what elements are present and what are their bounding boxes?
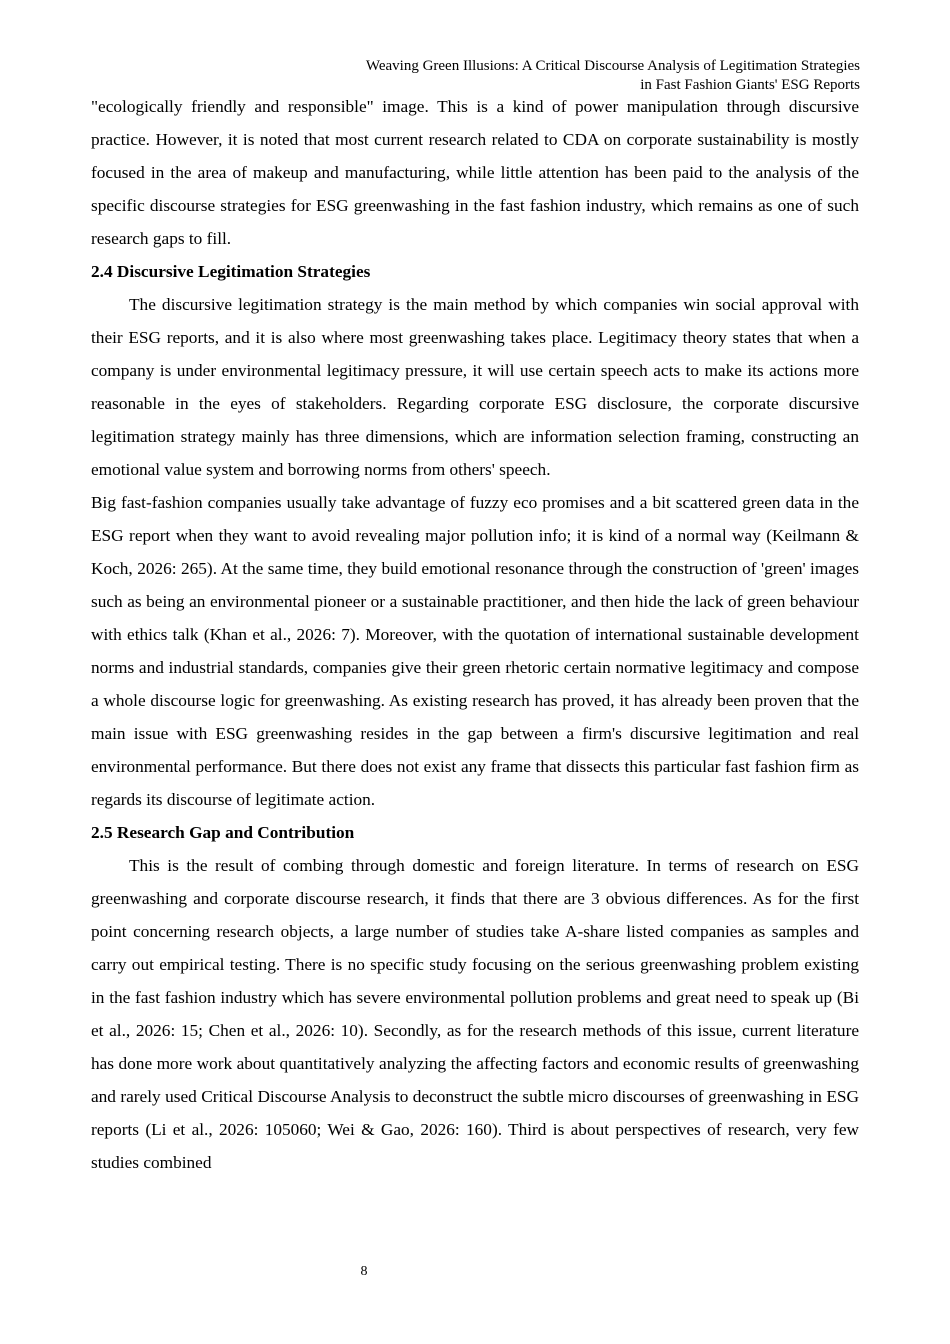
- paragraph-research-gap: This is the result of combing through domestic and foreign literature. In terms of research on ESG greenwashing and corporate discourse research, it finds that there are 3 obvious differences. As for the first point concerning research objects, a large number of studies take A-share listed companies as samples and carry out empirical testing. There is no specific study focusing on the serious greenwashing problem existing in the fast fashion industry which has severe environmental pollution problems and great need to speak up (Bi et al., 2026: 15; Chen et al., 2026: 10). Secondly, as for the research methods of this issue, current literature has done more work about quantitatively analyzing the affecting factors and economic results of greenwashing and rarely used Critical Discourse Analysis to deconstruct the subtle micro discourses of greenwashing in ESG reports (Li et al., 2026: 105060; Wei & Gao, 2026: 160). Third is about perspectives of research, very few studies combined: [91, 856, 859, 1172]
- section-heading-2-4: 2.4 Discursive Legitimation Strategies: [91, 262, 371, 281]
- page-body: [91, 90, 859, 1179]
- paragraph-continued: "ecologically friendly and responsible" image. This is a kind of power manipulation through discursive practice. However, it is noted that most current research related to CDA on corporate sustainability is mostly focused in the area of makeup and manufacturing, while little attention has been paid to the analysis of the specific discourse strategies for ESG greenwashing in the fast fashion industry, which remains as one of such research gaps to fill.: [91, 97, 859, 248]
- section-heading-2-5: 2.5 Research Gap and Contribution: [91, 823, 355, 842]
- paragraph-legitimation-strategy: The discursive legitimation strategy is the main method by which companies win social approval with their ESG reports, and it is also where most greenwashing takes place. Legitimacy theory states that when a company is under environmental legitimacy pressure, it will use certain speech acts to make its actions more reasonable in the eyes of stakeholders. Regarding corporate ESG disclosure, the corporate discursive legitimation strategy mainly has three dimensions, which are information selection framing, constructing an emotional value system and borrowing norms from others' speech.: [91, 295, 859, 479]
- running-header-line-1: Weaving Green Illusions: A Critical Discourse Analysis of Legitimation Strategies: [365, 58, 860, 74]
- page-number: 8: [360, 1264, 368, 1279]
- paragraph-fast-fashion-practices: Big fast-fashion companies usually take advantage of fuzzy eco promises and a bit scattered green data in the ESG report when they want to avoid revealing major pollution info; it is kind of a normal way (Keilmann & Koch, 2026: 265). At the same time, they build emotional resonance through the construction of 'green' images such as being an environmental pioneer or a sustainable practitioner, and then hide the lack of green behaviour with ethics talk (Khan et al., 2026: 7). Moreover, with the quotation of international sustainable development norms and industrial standards, companies give their green rhetoric certain normative legitimacy and compose a whole discourse logic for greenwashing. As existing research has proved, it has already been proven that the main issue with ESG greenwashing resides in the gap between a firm's discursive legitimation and real environmental performance. But there does not exist any frame that dissects this particular fast fashion firm as regards its discourse of legitimate action.: [91, 493, 859, 809]
- running-header-line-2: in Fast Fashion Giants' ESG Reports: [640, 77, 860, 93]
